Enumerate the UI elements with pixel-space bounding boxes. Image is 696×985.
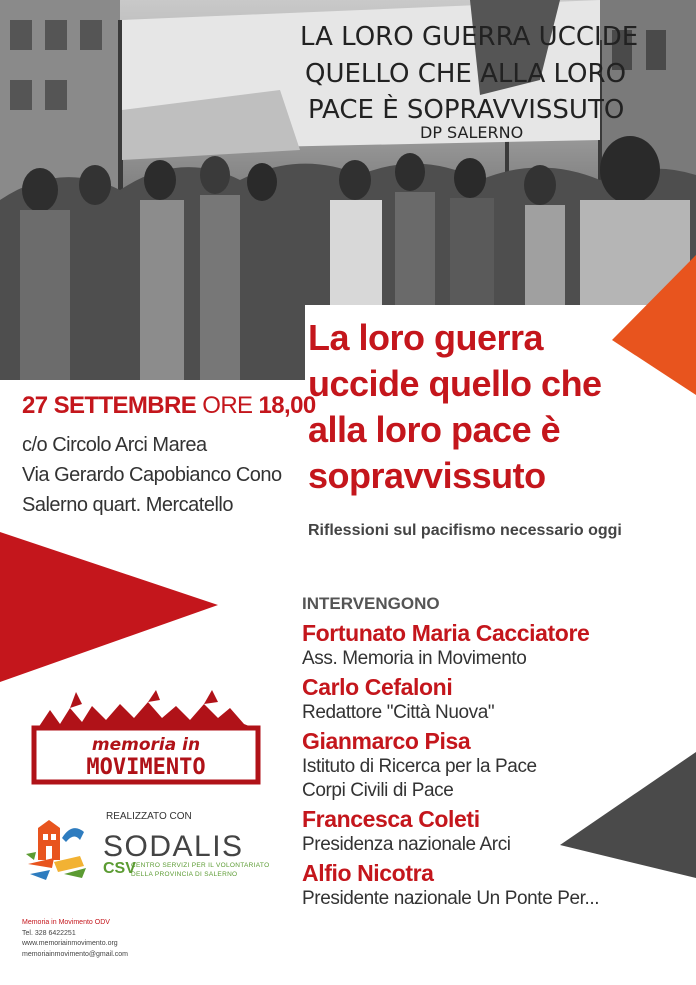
speaker-item xyxy=(302,728,692,803)
speaker-role: Ass. Memoria in Movimento xyxy=(302,648,527,669)
venue-line-2: Via Gerardo Capobianco Cono xyxy=(22,464,282,486)
speaker-item xyxy=(302,806,692,857)
speaker-item xyxy=(302,620,692,671)
logo-text-1: memoria in xyxy=(91,735,201,755)
title-line-2: uccide quello che xyxy=(308,363,602,404)
footer-contacts xyxy=(22,918,128,960)
footer-email-link[interactable]: memoriainmovimento@gmail.com xyxy=(22,950,128,958)
title-line-1: La loro guerra xyxy=(308,317,544,358)
speaker-role: Presidenza nazionale Arci xyxy=(302,834,511,855)
speaker-item xyxy=(302,860,692,911)
speaker-role: Istituto di Ricerca per la Pace xyxy=(302,756,537,777)
speaker-name: Alfio Nicotra xyxy=(302,860,434,886)
csv-desc-1: CENTRO SERVIZI PER IL VOLONTARIATO xyxy=(131,862,270,869)
title-line-3: alla loro pace è xyxy=(308,409,561,450)
sodalis-name: SODALIS xyxy=(103,830,244,863)
footer-org: Memoria in Movimento ODV xyxy=(22,919,110,926)
banner-text-3: PACE È SOPRAVVISSUTO xyxy=(308,95,625,125)
logo-text-2: MOVIMENTO xyxy=(86,755,206,780)
speaker-name: Francesca Coleti xyxy=(302,806,480,832)
speaker-role: Presidente nazionale Un Ponte Per... xyxy=(302,888,600,909)
banner-text-2: QUELLO CHE ALLA LORO xyxy=(305,59,627,89)
csv-label: CSV xyxy=(103,860,136,877)
speaker-name: Gianmarco Pisa xyxy=(302,728,471,754)
speaker-name: Carlo Cefaloni xyxy=(302,674,453,700)
time-value: 18,00 xyxy=(258,392,316,419)
speaker-role-2: Corpi Civili di Pace xyxy=(302,780,454,801)
speakers-list xyxy=(302,620,692,914)
footer-web-link[interactable]: www.memoriainmovimento.org xyxy=(22,940,118,947)
speaker-name: Fortunato Maria Cacciatore xyxy=(302,620,590,646)
event-date xyxy=(22,392,316,420)
event-subtitle: Riflessioni sul pacifismo necessario oggi xyxy=(308,522,622,539)
event-title xyxy=(308,315,688,499)
title-line-4: sopravvissuto xyxy=(308,455,546,496)
realizzato-con-label: REALIZZATO CON xyxy=(106,811,192,822)
speaker-role: Redattore "Città Nuova" xyxy=(302,702,495,723)
speaker-item xyxy=(302,674,692,725)
venue-line-1: c/o Circolo Arci Marea xyxy=(22,434,207,456)
speakers-heading: INTERVENGONO xyxy=(302,594,440,613)
sodalis-logo-icon xyxy=(24,818,104,886)
banner-text-4: DP SALERNO xyxy=(420,123,524,142)
banner-text-1: LA LORO GUERRA UCCIDE xyxy=(300,22,639,52)
event-venue xyxy=(22,430,282,520)
time-label: ORE xyxy=(202,392,253,419)
csv-desc-2: DELLA PROVINCIA DI SALERNO xyxy=(131,871,238,878)
footer-tel: Tel. 328 6422251 xyxy=(22,929,76,937)
venue-line-3: Salerno quart. Mercatello xyxy=(22,494,233,516)
date-day: 27 SETTEMBRE xyxy=(22,392,197,419)
memoria-in-movimento-logo xyxy=(30,690,262,786)
